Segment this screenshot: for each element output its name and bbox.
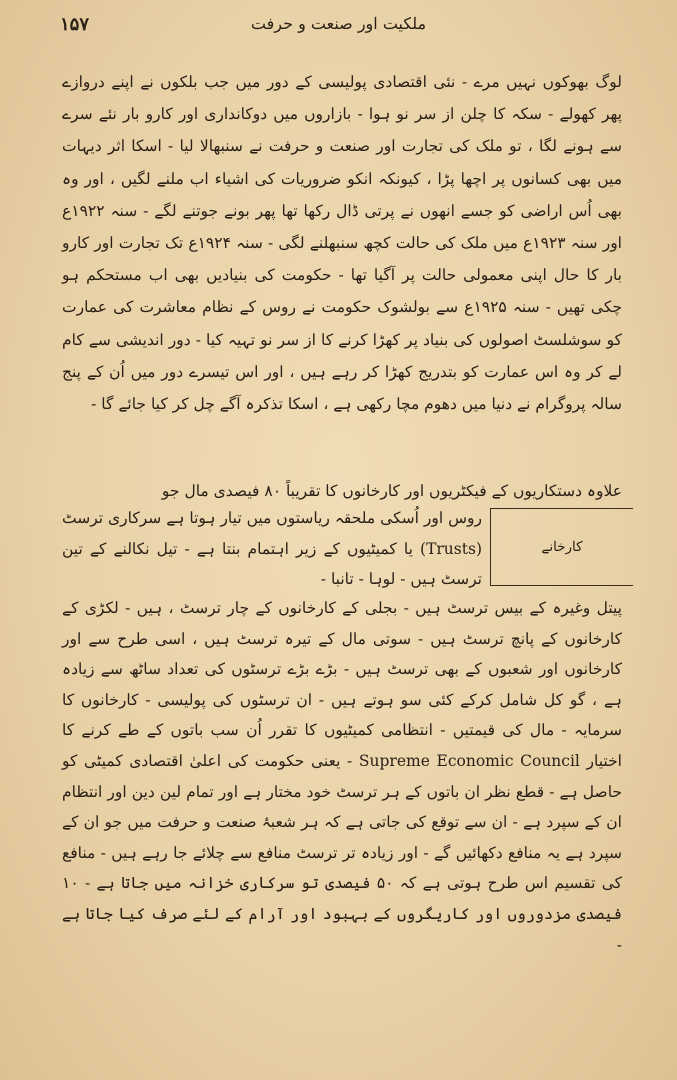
page-number: ۱۵۷ [60, 14, 90, 35]
paragraph-beside-heading: روس اور اُسکی ملحقہ ریاستوں میں تیار ہوتا ہے سرکاری ترسٹ (Trusts) یا کمیٹیوں کے زیر اہتمام بنتا ہے - تیل نکالنے کے تین ترسٹ ہیں - لوہا - تانبا - [62, 509, 482, 588]
paragraph-1: لوگ بھوکوں نہیں مرے - نئی اقتصادی پولیسی کے دور میں جب بلکوں نے اپنے دروازے پھر کھولے - سکہ کا چلن از سر نو ہوا - بازاروں میں دوکانداری اور کارو بار نئے سرے سے ہونے لگا ، تو ملک کی تجارت اور صنعت و حرفت نے سنبھالا لیا - اسکا اثر دیہات میں بھی کسانوں پر اچھا پڑا ، کیونکہ انکو ضروریات کی اشیاء اب ملنے لگیں ، اور وہ بھی اُس اراضی کو جسے انھوں نے پرتی ڈال رکھا تھا پھر بونے جوتنے لگے - سنہ ۱۹۲۲ع اور سنہ ۱۹۲۳ع میں ملک کی حالت کچھ سنبھلنے لگی - سنہ ۱۹۲۴ع تک تجارت اور کارو بار کا حال اپنی معمولی حالت پر آگیا تھا - حکومت کی بنیادیں بھی اب مستحکم ہو چکی تھیں - سنہ ۱۹۲۵ع سے بولشوک حکومت نے روس کے نظام معاشرت کی عمارت کو سوشلسٹ اصولوں کی بنیاد پر کھڑا کرنے کا از سر نو تہیہ کیا - دور اندیشی سے کام لے کر وہ اس عمارت کو بتدریج کھڑا کر رہے ہیں ، اور اس تیسرے دور میں اُن کے پنج سالہ پروگرام نے دنیا میں دھوم مچا رکھی ہے ، اسکا تذکرہ آگے چل کر کیا جائے گا - [62, 73, 622, 414]
side-heading-box [490, 508, 633, 586]
paragraph-2: پیتل وغیرہ کے بیس ترسٹ ہیں - بجلی کے کارخانوں کے چار ترسٹ ، ہیں - لکڑی کے کارخانوں کے پانچ ترسٹ ہیں - سوتی مال کے تیرہ ترسٹ ہیں ، اسی طرح سے اور کارخانوں اور شعبوں کے بھی ترسٹ ہیں - بڑے بڑے ترسٹوں کی تعداد ساٹھ سے زیادہ ہے ، گو کل شامل کرکے کئی سو ہوتے ہیں - ان ترسٹوں کی پولیسی - کارخانوں کا سرمایہ - مال کی قیمتیں - انتظامی کمیٹیوں کا تقرر اُن سب باتوں کے طے کرنے کا اختیار Supreme Economic Council - یعنی حکومت کی اعلیٰ اقتصادی کمیٹی کو حاصل ہے - قطع نظر ان باتوں کے ہر ترسٹ خود مختار ہے اور تمام لین دین اور انتظام ان کے سپرد ہے - ان سے توقع کی جاتی ہے کہ ہر شعبۂ صنعت و حرفت میں جو ان کے سپرد ہے یہ منافع دکھائیں گے - اور زیادہ تر ترسٹ منافع سے چلائے جا رہے ہیں - منافع کی تقسیم اس طرح ہوتی ہے کہ ۵۰ فیصدی تو سرکاری خزانہ میں جاتا ہے - ۱۰ فیصدی مزدوروں اور کاریگروں کے بہبود اور آرام کے لئے صرف کیا جاتا ہے - [62, 599, 622, 954]
side-heading-label: کارخانے [541, 539, 583, 555]
paragraph-industry-intro: علاوہ دستکاریوں کے فیکٹریوں اور کارخانوں کا تقریباً ۸۰ فیصدی مال جو [161, 482, 622, 500]
running-title: ملکیت اور صنعت و حرفت [250, 14, 427, 33]
page-header [60, 14, 617, 50]
